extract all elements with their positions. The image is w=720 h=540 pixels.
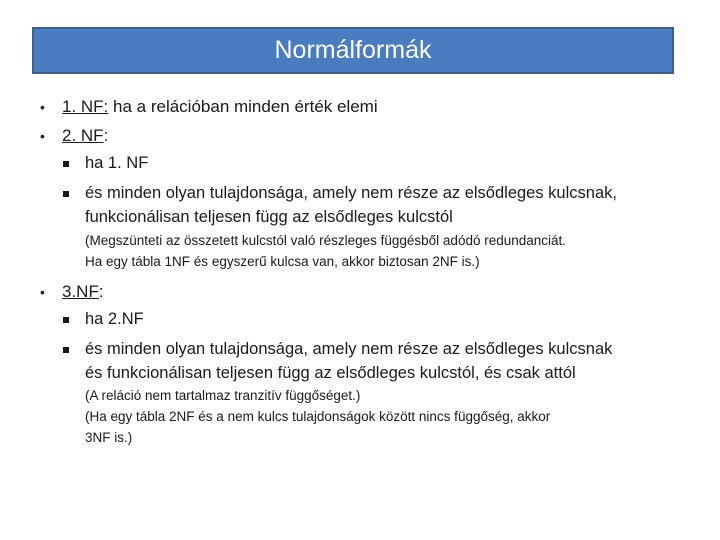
2nf-colon: : — [103, 126, 109, 145]
list-item-3nf — [62, 282, 104, 302]
bullet-dot: • — [40, 128, 45, 144]
2nf-sub-item-2-line-1: és minden olyan tulajdonsága, amely nem része az elsődleges kulcsnak, — [85, 184, 617, 202]
square-bullet — [63, 191, 69, 197]
3nf-sub-item-2-line-1: és minden olyan tulajdonsága, amely nem része az elsődleges kulcsnak — [85, 340, 613, 358]
list-item-2nf — [62, 126, 108, 146]
list-item-1nf — [62, 97, 378, 117]
3nf-note-line-2: (Ha egy tábla 2NF és a nem kulcs tulajdonságok között nincs függőség, akkor — [85, 409, 551, 424]
2nf-note-line-1: (Megszünteti az összetett kulcstól való részleges függésből adódó redundanciát. — [85, 233, 567, 248]
3nf-note-line-1: (A reláció nem tartalmaz tranzitív függőséget.) — [85, 388, 361, 403]
3nf-colon: : — [98, 282, 104, 301]
bullet-dot: • — [40, 99, 45, 115]
square-bullet — [63, 317, 69, 323]
1nf-heading: 1. NF: — [62, 97, 109, 116]
bullet-dot: • — [40, 284, 45, 300]
1nf-text: ha a relációban minden érték elemi — [108, 97, 378, 116]
2nf-sub-item-2-line-2: funkcionálisan teljesen függ az elsődleges kulcstól — [85, 208, 453, 226]
3nf-note-line-3: 3NF is.) — [85, 430, 133, 445]
3nf-heading: 3.NF — [62, 282, 99, 301]
2nf-heading: 2. NF — [62, 126, 104, 145]
square-bullet — [63, 347, 69, 353]
3nf-sub-item-2-line-2: és funkcionálisan teljesen függ az elsődleges kulcstól, és csak attól — [85, 364, 576, 382]
2nf-sub-item-1: ha 1. NF — [85, 154, 149, 172]
2nf-note-line-2: Ha egy tábla 1NF és egyszerű kulcsa van, akkor biztosan 2NF is.) — [85, 254, 480, 269]
square-bullet — [63, 161, 69, 167]
slide-title: Normálformák — [274, 36, 432, 64]
3nf-sub-item-1: ha 2.NF — [85, 310, 144, 328]
